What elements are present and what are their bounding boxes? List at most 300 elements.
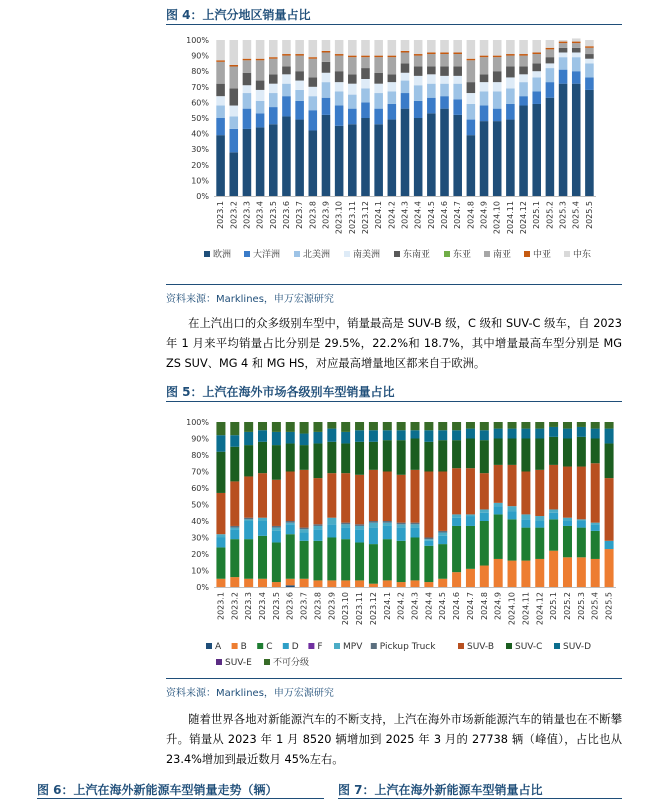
bar-segment [521, 514, 530, 519]
x-tick-label: 2023.3 [242, 201, 252, 229]
bar-segment [480, 40, 489, 56]
bar-segment [256, 90, 265, 101]
bar-segment [427, 113, 436, 196]
bar-segment [453, 52, 462, 54]
bar-segment [258, 473, 267, 518]
bar-segment [424, 430, 433, 442]
bar-segment [572, 57, 581, 71]
bar-segment [243, 60, 252, 72]
bar-segment [229, 129, 238, 152]
bar-segment [440, 52, 449, 54]
bar-segment [282, 67, 291, 75]
bar-segment [438, 422, 447, 430]
bar-segment [256, 60, 265, 80]
bar-segment [414, 56, 423, 67]
bar-segment [269, 74, 278, 83]
bar-segment [295, 101, 304, 120]
bar-segment [453, 99, 462, 115]
bar-segment [230, 577, 239, 587]
bar-segment [374, 57, 383, 73]
y-tick-label: 70% [191, 467, 209, 477]
bar-segment [256, 59, 265, 61]
bar-segment [563, 429, 572, 439]
bar-segment [466, 429, 475, 439]
bar-segment [467, 93, 476, 104]
bar-segment [244, 519, 253, 521]
x-tick-label: 2024.9 [479, 201, 489, 229]
bar-segment [401, 109, 410, 196]
bar-segment [440, 109, 449, 196]
bar-segment [322, 40, 331, 51]
bar-segment [466, 439, 475, 469]
bar-segment [256, 101, 265, 113]
bar-segment [410, 523, 419, 525]
bar-segment [493, 109, 502, 121]
bar-segment [361, 88, 370, 102]
bar-segment [585, 59, 594, 64]
bar-segment [494, 465, 503, 503]
y-tick-label: 20% [191, 550, 209, 559]
bar-segment [410, 439, 419, 470]
bar-segment [535, 470, 544, 516]
bar-segment [414, 54, 423, 56]
bar-segment [258, 422, 267, 430]
bar-segment [216, 96, 225, 105]
x-tick-label: 2025.3 [558, 201, 568, 229]
bar-segment [313, 541, 322, 581]
bar-segment [282, 116, 291, 196]
bar-segment [243, 109, 252, 129]
legend-item-label: F [317, 642, 323, 652]
bar-segment [414, 67, 423, 76]
bar-segment [300, 541, 309, 579]
bar-segment [438, 579, 447, 587]
legend-item-label: D [291, 642, 299, 652]
y-tick-label: 20% [191, 160, 209, 170]
bar-segment [258, 579, 267, 587]
x-tick-label: 2024.12 [519, 201, 529, 235]
legend-item-label: 中亚 [533, 250, 552, 260]
bar-segment [388, 82, 397, 91]
bar-segment [269, 84, 278, 93]
bar-segment [269, 59, 278, 75]
bar-segment [591, 559, 600, 587]
bar-segment [414, 118, 423, 196]
bar-segment [605, 429, 614, 444]
bar-segment [229, 40, 238, 65]
bar-segment [452, 518, 461, 526]
bar-segment [424, 442, 433, 472]
y-tick-label: 30% [191, 533, 209, 543]
legend-item-label: SUV-C [515, 642, 543, 652]
bar-segment [508, 422, 517, 429]
x-tick-label: 2023.1 [216, 201, 226, 229]
x-tick-label: 2025.5 [604, 592, 614, 620]
legend-item-label: 大洋洲 [253, 250, 281, 260]
bar-segment [388, 104, 397, 120]
bar-segment [383, 422, 392, 430]
bar-segment [258, 521, 267, 536]
bar-segment [282, 40, 291, 54]
bar-segment [559, 40, 568, 42]
x-tick-label: 2023.12 [360, 201, 370, 235]
y-tick-label: 50% [191, 114, 209, 123]
bar-segment [216, 40, 225, 60]
bar-segment [519, 40, 528, 54]
bar-segment [605, 422, 614, 429]
bar-segment [453, 115, 462, 196]
bar-segment [383, 440, 392, 471]
legend-item-label: SUV-B [467, 642, 495, 652]
bar-segment [563, 422, 572, 429]
bar-segment [591, 463, 600, 522]
bar-segment [572, 38, 581, 41]
x-tick-label: 2023.2 [229, 201, 239, 229]
bar-segment [216, 106, 225, 118]
bar-segment [361, 68, 370, 79]
bar-segment [559, 43, 568, 48]
bar-segment [410, 430, 419, 438]
figure5-title-rule [166, 401, 622, 402]
bar-segment [585, 90, 594, 196]
bar-segment [355, 529, 364, 542]
x-tick-label: 2024.3 [400, 201, 410, 229]
bar-segment [577, 467, 586, 520]
y-tick-label: 10% [191, 176, 209, 186]
bar-segment [493, 91, 502, 108]
x-tick-label: 2023.7 [295, 201, 305, 229]
bar-segment [480, 91, 489, 105]
bar-segment [216, 579, 225, 587]
bar-segment [466, 569, 475, 587]
bar-segment [327, 524, 336, 537]
bar-segment [322, 73, 331, 82]
x-tick-label: 2024.9 [493, 592, 503, 620]
bar-segment [480, 74, 489, 82]
bar-segment [438, 533, 447, 536]
x-tick-label: 2023.7 [299, 592, 309, 620]
bar-segment [410, 422, 419, 430]
bar-segment [295, 81, 304, 90]
bar-segment [493, 40, 502, 56]
bar-segment [546, 68, 555, 82]
bar-segment [361, 57, 370, 68]
bar-segment [440, 40, 449, 52]
bar-segment [309, 96, 318, 110]
bar-segment [335, 71, 344, 82]
legend-item-label: 北美洲 [303, 250, 331, 260]
x-tick-label: 2024.5 [426, 201, 436, 229]
bar-segment [286, 585, 295, 587]
x-tick-label: 2023.5 [268, 201, 278, 229]
legend-swatch [294, 251, 300, 257]
x-tick-label: 2024.12 [535, 592, 545, 626]
bar-segment [414, 85, 423, 101]
bar-segment [480, 473, 489, 509]
bar-segment [427, 98, 436, 114]
bar-segment [535, 429, 544, 439]
bar-segment [467, 135, 476, 196]
bar-segment [591, 422, 600, 429]
bar-segment [322, 52, 331, 61]
bar-segment [440, 84, 449, 96]
legend-item-label: MPV [343, 642, 363, 652]
legend-item-label: A [215, 642, 222, 652]
bar-segment [383, 580, 392, 587]
bar-segment [480, 422, 489, 430]
bar-segment [309, 77, 318, 86]
legend-swatch [283, 643, 289, 649]
bar-segment [322, 62, 331, 73]
bar-segment [521, 561, 530, 587]
bar-segment [286, 422, 295, 432]
bar-segment [355, 542, 364, 580]
bar-segment [230, 481, 239, 526]
bar-segment [313, 580, 322, 587]
bar-segment [243, 129, 252, 196]
bar-segment [269, 57, 278, 59]
bar-segment [453, 76, 462, 84]
bar-segment [546, 82, 555, 98]
bar-segment [410, 524, 419, 527]
bar-segment [348, 95, 357, 109]
figure5-bottom-rule [166, 678, 622, 679]
bar-segment [355, 526, 364, 529]
bar-segment [559, 48, 568, 53]
bar-segment [467, 120, 476, 136]
bar-segment [341, 432, 350, 444]
bar-segment [300, 422, 309, 434]
bar-segment [282, 84, 291, 96]
bar-segment [414, 40, 423, 54]
bar-segment [532, 77, 541, 91]
figure7-title: 图 7：上汽在海外新能源车型销量占比 [338, 783, 543, 797]
x-tick-label: 2023.6 [281, 201, 291, 229]
legend-swatch [308, 643, 314, 649]
bar-segment [313, 478, 322, 524]
bar-segment [440, 54, 449, 66]
bar-segment [577, 437, 586, 467]
bar-segment [244, 579, 253, 587]
bar-segment [313, 524, 322, 526]
bar-segment [397, 541, 406, 582]
bar-segment [286, 472, 295, 522]
bar-segment [549, 422, 558, 427]
bar-segment [591, 524, 600, 531]
bar-segment [243, 59, 252, 61]
bar-segment [229, 152, 238, 196]
bar-segment [388, 91, 397, 103]
bar-segment [300, 579, 309, 587]
bar-segment [493, 57, 502, 71]
bar-segment [341, 528, 350, 540]
body-paragraph-2 [166, 710, 622, 770]
bar-segment [256, 113, 265, 127]
bar-segment [313, 443, 322, 478]
bar-segment [401, 40, 410, 51]
bar-segment [348, 109, 357, 125]
bar-segment [397, 422, 406, 430]
bar-segment [348, 56, 357, 58]
x-tick-label: 2023.6 [285, 592, 295, 620]
bar-segment [480, 430, 489, 440]
bar-segment [535, 559, 544, 587]
x-tick-label: 2025.3 [576, 592, 586, 620]
bar-segment [572, 71, 581, 83]
bar-segment [532, 63, 541, 71]
bar-segment [508, 511, 517, 519]
legend-swatch [524, 251, 530, 257]
figure5-source: 资料来源：Marklines，申万宏源研究 [166, 688, 334, 699]
bar-segment [272, 582, 281, 587]
bar-segment [272, 531, 281, 543]
legend-item-label: 南美洲 [353, 250, 381, 260]
legend-item-label: C [266, 642, 273, 652]
bar-segment [427, 52, 436, 54]
bar-segment [244, 539, 253, 579]
bar-segment [480, 509, 489, 512]
bar-segment [286, 521, 295, 523]
bar-segment [300, 528, 309, 530]
bar-segment [269, 93, 278, 107]
bar-segment [577, 528, 586, 558]
y-tick-label: 0% [196, 583, 209, 592]
y-tick-label: 100% [186, 36, 209, 45]
bar-segment [563, 557, 572, 587]
bar-segment [467, 82, 476, 93]
legend-item-label: 东南亚 [403, 250, 431, 260]
x-tick-label: 2025.4 [571, 201, 581, 229]
bar-segment [282, 54, 291, 56]
bar-segment [230, 422, 239, 435]
bar-segment [355, 580, 364, 587]
legend-swatch [334, 643, 340, 649]
bar-segment [272, 528, 281, 531]
bar-segment [519, 74, 528, 82]
bar-segment [424, 539, 433, 541]
bar-segment [452, 422, 461, 430]
x-tick-label: 2024.11 [521, 592, 531, 626]
x-tick-label: 2024.7 [465, 592, 475, 620]
bar-segment [452, 572, 461, 587]
y-tick-label: 0% [196, 192, 209, 201]
bar-segment [300, 470, 309, 528]
bar-segment [286, 432, 295, 444]
legend-item-label: 欧洲 [213, 250, 232, 260]
figure4-source: 资料来源：Marklines，申万宏源研究 [166, 294, 334, 305]
bar-segment [577, 557, 586, 587]
bar-segment [532, 71, 541, 77]
bar-segment [230, 526, 239, 528]
bar-segment [388, 120, 397, 196]
bar-segment [480, 57, 489, 74]
bar-segment [216, 84, 225, 96]
bar-segment [313, 526, 322, 529]
bar-segment [532, 104, 541, 196]
y-tick-label: 90% [191, 434, 209, 444]
bar-segment [494, 429, 503, 439]
legend-swatch [206, 643, 212, 649]
bar-segment [374, 56, 383, 58]
bar-segment [467, 59, 476, 61]
bar-segment [572, 43, 581, 48]
bar-segment [295, 71, 304, 80]
x-tick-label: 2024.2 [387, 201, 397, 229]
bar-segment [216, 534, 225, 537]
bar-segment [327, 442, 336, 473]
y-tick-label: 60% [191, 484, 209, 493]
bar-segment [286, 523, 295, 525]
x-tick-label: 2024.7 [453, 201, 463, 229]
legend-swatch [444, 251, 450, 257]
bar-segment [295, 120, 304, 196]
body-paragraph-1-text: 在上汽出口的众多级别车型中，销量最高是 SUV-B 级，C 级和 SUV-C 级车，自 2023 年 1 月来平均销量占比分别是 29.5%，22.2%和 18.7%，其中增量最高车型分别是 MG ZS SUV、MG 4 和 MG HS，对应最高增量地区都来自于欧洲。 [166, 317, 622, 370]
bar-segment [272, 422, 281, 432]
legend-item-label: 东亚 [453, 250, 472, 260]
bar-segment [493, 71, 502, 82]
bar-segment [480, 440, 489, 473]
bar-segment [322, 82, 331, 98]
legend-swatch [458, 643, 464, 649]
bar-segment [216, 493, 225, 534]
figure6-title: 图 6：上汽在海外新能源车型销量走势（辆） [37, 783, 278, 797]
bar-segment [244, 445, 253, 476]
bar-segment [229, 88, 238, 105]
bar-segment [466, 516, 475, 526]
bar-segment [506, 56, 515, 67]
y-tick-label: 80% [191, 451, 209, 460]
bar-segment [327, 429, 336, 442]
figure5-chart [166, 410, 622, 678]
bar-segment [258, 536, 267, 579]
bar-segment [216, 538, 225, 548]
bar-segment [272, 542, 281, 582]
legend-item-label: SUV-E [225, 658, 252, 668]
bar-segment [549, 427, 558, 437]
bar-segment [521, 439, 530, 472]
bar-segment [452, 468, 461, 514]
bar-segment [535, 528, 544, 559]
bar-segment [295, 40, 304, 54]
bar-segment [452, 526, 461, 572]
bar-segment [519, 54, 528, 56]
bar-segment [559, 84, 568, 196]
bar-segment [521, 429, 530, 439]
x-tick-label: 2023.11 [347, 201, 357, 235]
y-tick-label: 30% [191, 145, 209, 155]
bar-segment [546, 63, 555, 68]
bar-segment [397, 524, 406, 527]
bar-segment [438, 544, 447, 579]
bar-segment [427, 84, 436, 98]
bar-segment [258, 518, 267, 521]
bar-segment [549, 519, 558, 550]
x-tick-label: 2023.10 [341, 592, 351, 626]
bar-segment [410, 538, 419, 581]
bar-segment [480, 56, 489, 58]
legend-swatch [484, 251, 490, 257]
bar-segment [532, 52, 541, 54]
bar-segment [229, 67, 238, 89]
bar-segment [397, 523, 406, 525]
bar-segment [466, 422, 475, 429]
bar-segment [427, 54, 436, 66]
bar-segment [258, 442, 267, 473]
bar-segment [494, 559, 503, 587]
bar-segment [335, 82, 344, 91]
bar-segment [272, 432, 281, 445]
legend-swatch [554, 643, 560, 649]
